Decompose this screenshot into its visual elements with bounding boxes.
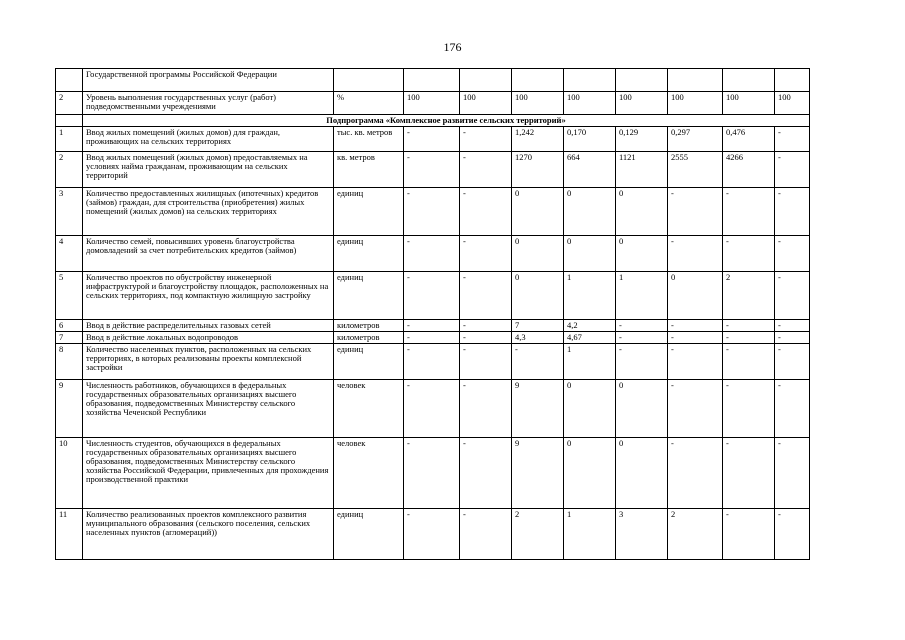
value-cell: 1,242 <box>512 127 564 152</box>
page-number: 176 <box>443 40 462 54</box>
table-row <box>56 152 810 188</box>
value-cell: 0 <box>564 438 616 509</box>
value-cell: 1270 <box>512 152 564 188</box>
table-row <box>56 438 810 509</box>
value-cell: - <box>616 332 668 344</box>
value-cell: - <box>775 509 810 560</box>
value-cell: - <box>404 188 460 236</box>
value-cell <box>723 69 775 92</box>
value-cell: - <box>460 236 512 272</box>
value-cell: - <box>460 127 512 152</box>
value-cell: 0 <box>512 236 564 272</box>
table-row <box>56 69 810 92</box>
value-cell: - <box>775 438 810 509</box>
row-number: 6 <box>56 320 83 332</box>
value-cell: - <box>775 127 810 152</box>
value-cell: - <box>460 380 512 438</box>
value-cell: 100 <box>616 92 668 115</box>
value-cell: 0 <box>512 272 564 320</box>
value-cell: - <box>404 509 460 560</box>
unit-cell <box>334 69 404 92</box>
indicator-name: Ввод в действие локальных водопроводов <box>83 332 334 344</box>
value-cell: - <box>723 236 775 272</box>
value-cell: 4,2 <box>564 320 616 332</box>
table-row <box>56 380 810 438</box>
value-cell: 0 <box>616 438 668 509</box>
value-cell: - <box>460 344 512 380</box>
unit-cell: единиц <box>334 236 404 272</box>
value-cell: - <box>460 188 512 236</box>
value-cell: - <box>460 152 512 188</box>
value-cell: 100 <box>512 92 564 115</box>
value-cell <box>564 69 616 92</box>
value-cell: 100 <box>723 92 775 115</box>
value-cell: - <box>404 320 460 332</box>
indicator-name: Уровень выполнения государственных услуг (работ) подведомственными учреждениями <box>83 92 334 115</box>
table-row <box>56 344 810 380</box>
value-cell: 2 <box>512 509 564 560</box>
value-cell: 0 <box>564 236 616 272</box>
unit-cell: % <box>334 92 404 115</box>
value-cell: - <box>616 344 668 380</box>
value-cell: 2 <box>723 272 775 320</box>
indicator-name: Численность работников, обучающихся в федеральных государственных образовательных организациях высшего образования, подведомственных Министерству сельского хозяйства Чеченской Республики <box>83 380 334 438</box>
value-cell: - <box>775 320 810 332</box>
row-number: 5 <box>56 272 83 320</box>
value-cell: - <box>668 320 723 332</box>
value-cell: 1121 <box>616 152 668 188</box>
value-cell: 0 <box>512 188 564 236</box>
row-number: 2 <box>56 92 83 115</box>
value-cell: - <box>723 320 775 332</box>
value-cell: 0 <box>616 188 668 236</box>
table-row <box>56 127 810 152</box>
table-row <box>56 332 810 344</box>
value-cell: 9 <box>512 438 564 509</box>
value-cell: 0 <box>668 272 723 320</box>
unit-cell: тыс. кв. метров <box>334 127 404 152</box>
value-cell: 2555 <box>668 152 723 188</box>
row-number: 10 <box>56 438 83 509</box>
indicator-name: Ввод в действие распределительных газовых сетей <box>83 320 334 332</box>
value-cell: - <box>668 236 723 272</box>
value-cell: - <box>460 272 512 320</box>
indicators-table <box>55 68 810 560</box>
row-number: 3 <box>56 188 83 236</box>
value-cell: 0 <box>616 236 668 272</box>
value-cell: - <box>775 272 810 320</box>
value-cell: 100 <box>668 92 723 115</box>
value-cell: - <box>512 344 564 380</box>
value-cell: 7 <box>512 320 564 332</box>
table-body <box>56 69 810 560</box>
value-cell: 0 <box>616 380 668 438</box>
value-cell: 3 <box>616 509 668 560</box>
value-cell: - <box>668 188 723 236</box>
value-cell: - <box>668 344 723 380</box>
section-row <box>56 115 810 127</box>
value-cell: - <box>404 236 460 272</box>
value-cell: 4,3 <box>512 332 564 344</box>
value-cell <box>775 69 810 92</box>
value-cell: 664 <box>564 152 616 188</box>
value-cell: 4266 <box>723 152 775 188</box>
value-cell: - <box>460 509 512 560</box>
row-number: 9 <box>56 380 83 438</box>
value-cell: - <box>723 188 775 236</box>
unit-cell: единиц <box>334 188 404 236</box>
value-cell: 2 <box>668 509 723 560</box>
value-cell <box>668 69 723 92</box>
indicator-name: Количество проектов по обустройству инженерной инфраструктурой и благоустройству площадок, расположенных на сельских территориях, под компактную жилищную застройку <box>83 272 334 320</box>
unit-cell: единиц <box>334 344 404 380</box>
value-cell: 9 <box>512 380 564 438</box>
unit-cell: единиц <box>334 272 404 320</box>
value-cell: 100 <box>564 92 616 115</box>
value-cell: - <box>775 188 810 236</box>
section-spacer <box>56 115 83 127</box>
unit-cell: единиц <box>334 509 404 560</box>
value-cell: - <box>775 152 810 188</box>
value-cell <box>404 69 460 92</box>
value-cell: 1 <box>564 509 616 560</box>
value-cell: - <box>723 332 775 344</box>
value-cell: - <box>404 438 460 509</box>
table-row <box>56 509 810 560</box>
value-cell: 100 <box>775 92 810 115</box>
value-cell: - <box>668 380 723 438</box>
value-cell: 1 <box>564 272 616 320</box>
indicator-name: Государственной программы Российской Федерации <box>83 69 334 92</box>
value-cell: 1 <box>616 272 668 320</box>
indicator-name: Численность студентов, обучающихся в федеральных государственных образовательных организациях высшего образования, подведомственных Министерству сельского хозяйства Российской Федерации, привлеченных для прохождения производственной практики <box>83 438 334 509</box>
value-cell: - <box>460 332 512 344</box>
value-cell: - <box>404 380 460 438</box>
value-cell: - <box>775 236 810 272</box>
value-cell: - <box>460 320 512 332</box>
value-cell <box>460 69 512 92</box>
indicator-name: Ввод жилых помещений (жилых домов) предоставляемых на условиях найма гражданам, проживающим на сельских территорий <box>83 152 334 188</box>
value-cell: - <box>616 320 668 332</box>
indicator-name: Количество реализованных проектов комплексного развития муниципального образования (сельского поселения, сельских населенных пунктов (агломераций)) <box>83 509 334 560</box>
subprogram-title: Подпрограмма «Комплексное развитие сельских территорий» <box>83 115 810 127</box>
value-cell: - <box>775 380 810 438</box>
unit-cell: человек <box>334 380 404 438</box>
value-cell: - <box>404 332 460 344</box>
value-cell: - <box>668 332 723 344</box>
value-cell: - <box>668 438 723 509</box>
value-cell: 100 <box>404 92 460 115</box>
value-cell: - <box>775 332 810 344</box>
value-cell <box>616 69 668 92</box>
row-number: 11 <box>56 509 83 560</box>
value-cell <box>512 69 564 92</box>
table-row <box>56 236 810 272</box>
value-cell: 100 <box>460 92 512 115</box>
row-number: 2 <box>56 152 83 188</box>
unit-cell: километров <box>334 320 404 332</box>
value-cell: - <box>404 127 460 152</box>
indicator-name: Количество семей, повысивших уровень благоустройства домовладений за счет потребительских кредитов (займов) <box>83 236 334 272</box>
table-row <box>56 320 810 332</box>
row-number: 4 <box>56 236 83 272</box>
table-row <box>56 92 810 115</box>
value-cell: - <box>404 152 460 188</box>
unit-cell: человек <box>334 438 404 509</box>
value-cell: - <box>723 509 775 560</box>
row-number <box>56 69 83 92</box>
value-cell: - <box>404 272 460 320</box>
value-cell: 4,67 <box>564 332 616 344</box>
table-row <box>56 272 810 320</box>
value-cell: - <box>404 344 460 380</box>
value-cell: - <box>775 344 810 380</box>
value-cell: - <box>723 344 775 380</box>
value-cell: 0,476 <box>723 127 775 152</box>
indicator-name: Количество предоставленных жилищных (ипотечных) кредитов (займов) граждан, для строительства (приобретения) жилых помещений (жилых домов) на сельских территориях <box>83 188 334 236</box>
row-number: 7 <box>56 332 83 344</box>
value-cell: 1 <box>564 344 616 380</box>
value-cell: - <box>723 438 775 509</box>
indicator-name: Количество населенных пунктов, расположенных на сельских территориях, в которых реализованы проекты комплексной застройки <box>83 344 334 380</box>
value-cell: - <box>460 438 512 509</box>
row-number: 8 <box>56 344 83 380</box>
value-cell: - <box>723 380 775 438</box>
row-number: 1 <box>56 127 83 152</box>
unit-cell: километров <box>334 332 404 344</box>
value-cell: 0,129 <box>616 127 668 152</box>
value-cell: 0 <box>564 380 616 438</box>
value-cell: 0 <box>564 188 616 236</box>
value-cell: 0,297 <box>668 127 723 152</box>
value-cell: 0,170 <box>564 127 616 152</box>
indicator-name: Ввод жилых помещений (жилых домов) для граждан, проживающих на сельских территориях <box>83 127 334 152</box>
table-row <box>56 188 810 236</box>
unit-cell: кв. метров <box>334 152 404 188</box>
